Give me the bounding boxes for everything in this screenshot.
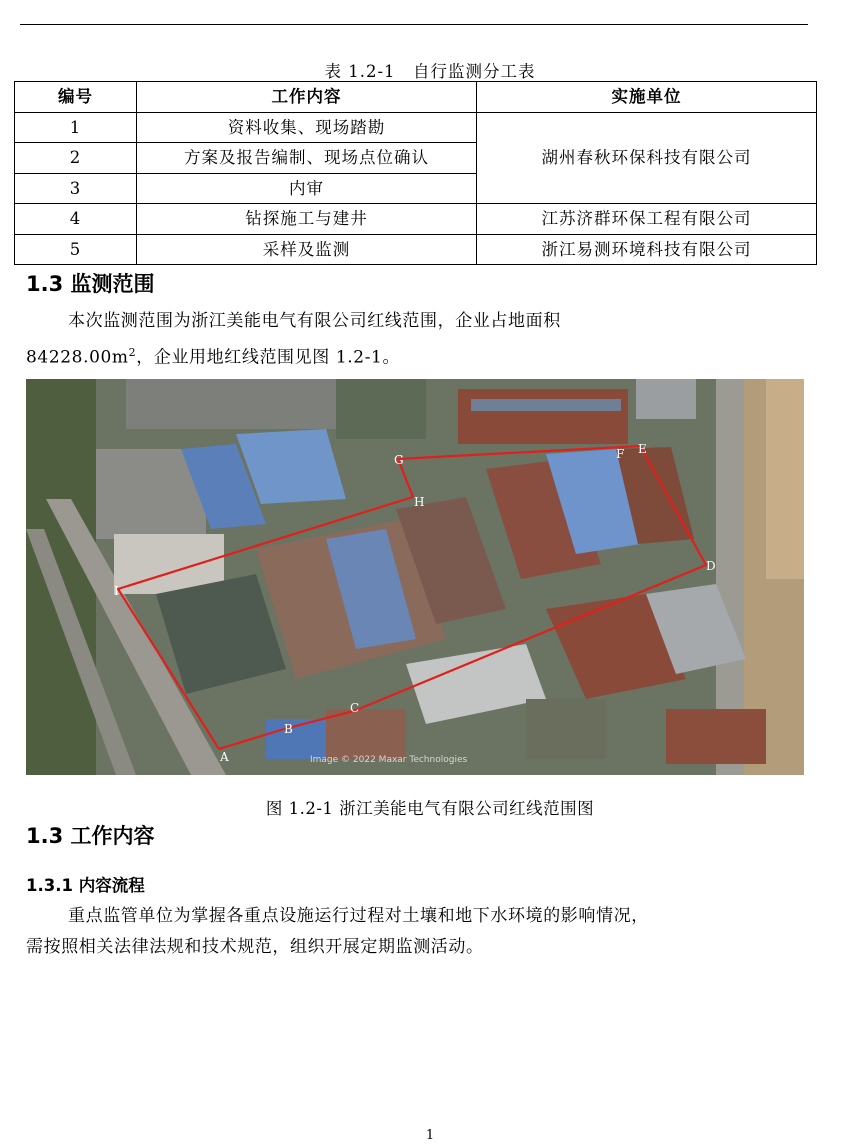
- satellite-map: [26, 379, 804, 775]
- scope-line-2: $84228.00m^2$，企业用地红线范围见图 1.2-1。: [26, 346, 401, 368]
- figure-caption: 图 1.2-1 浙江美能电气有限公司红线范围图: [265, 799, 595, 818]
- table-header-row: [15, 82, 817, 113]
- header-task: 工作内容: [137, 82, 477, 113]
- boundary-label-B: B: [284, 722, 293, 736]
- row-task: 内审: [137, 173, 477, 204]
- row-task: 方案及报告编制、现场点位确认: [137, 143, 477, 174]
- boundary-label-F: F: [616, 447, 625, 461]
- boundary-label-D: D: [706, 559, 716, 573]
- work-line-1: 重点监管单位为掌握各重点设施运行过程对土壤和地下水环境的影响情况，: [68, 906, 649, 926]
- page-number: 1: [425, 1128, 435, 1143]
- row-task: 采样及监测: [137, 234, 477, 265]
- row-task: 钻探施工与建井: [137, 204, 477, 235]
- map-watermark: Image © 2022 Maxar Technologies: [310, 755, 468, 765]
- monitoring-division-table: [14, 81, 817, 265]
- boundary-label-C: C: [350, 701, 360, 715]
- table-caption: 表 1.2-1 自行监测分工表: [324, 62, 536, 81]
- section-heading-scope: 1.3 监测范围: [26, 272, 155, 296]
- table-row: [15, 234, 817, 265]
- scope-paragraph: [26, 306, 816, 374]
- work-paragraph: [26, 901, 816, 963]
- boundary-label-H: H: [414, 495, 425, 509]
- row-number: 3: [15, 173, 137, 204]
- row-unit-merged: 湖州春秋环保科技有限公司: [477, 112, 817, 204]
- header-number: 编号: [15, 82, 137, 113]
- boundary-label-E: E: [638, 442, 647, 456]
- satellite-map-figure: [26, 379, 804, 775]
- header-rule: [20, 24, 808, 25]
- boundary-label-I: I: [114, 584, 119, 598]
- row-unit: 江苏济群环保工程有限公司: [477, 204, 817, 235]
- table-row: [15, 204, 817, 235]
- row-task: 资料收集、现场踏勘: [137, 112, 477, 143]
- row-number: 1: [15, 112, 137, 143]
- row-number: 5: [15, 234, 137, 265]
- boundary-label-G: G: [394, 453, 404, 467]
- work-line-2: 需按照相关法律法规和技术规范，组织开展定期监测活动。: [26, 937, 484, 957]
- row-number: 4: [15, 204, 137, 235]
- scope-line-1: 本次监测范围为浙江美能电气有限公司红线范围，企业占地面积: [68, 311, 561, 331]
- row-unit: 浙江易测环境科技有限公司: [477, 234, 817, 265]
- header-unit: 实施单位: [477, 82, 817, 113]
- row-number: 2: [15, 143, 137, 174]
- table-row: [15, 112, 817, 143]
- subsection-heading-process: 1.3.1 内容流程: [26, 876, 145, 895]
- boundary-label-A: A: [220, 750, 229, 764]
- section-heading-work: 1.3 工作内容: [26, 824, 155, 848]
